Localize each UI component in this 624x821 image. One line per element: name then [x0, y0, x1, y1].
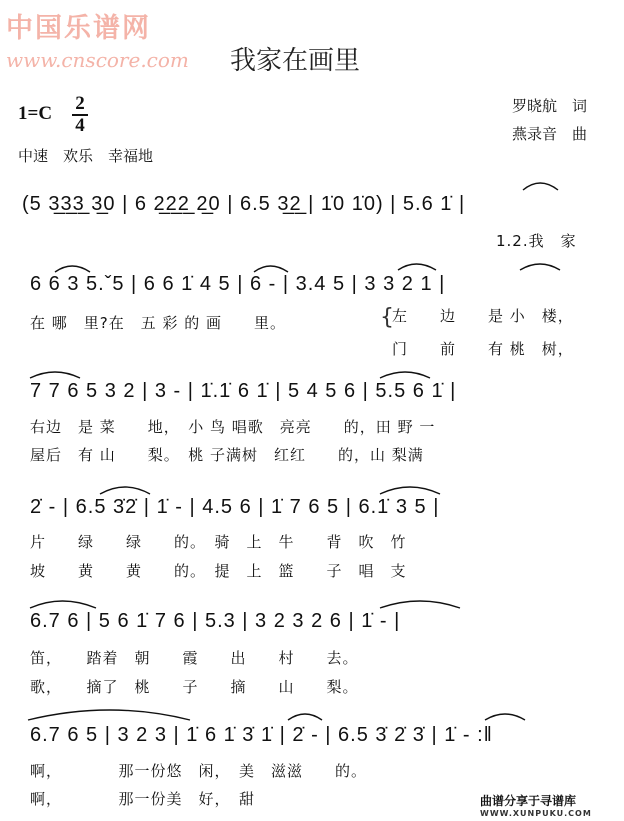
system-3-lyrics-1: 右边 是 菜 地， 小 鸟 唱歌 亮亮 的，田 野 一: [30, 418, 436, 436]
system-2-verse-1: 左 边 是 小 楼，: [392, 307, 574, 325]
site-stamp-line2: WWW.XUNPUKU.COM: [480, 809, 592, 818]
composer-credit: 燕录音 曲: [512, 125, 588, 143]
system-3-notes: 7 7 6 5 3 2 | 3 - | 1̇.1̇ 6 1̇ | 5 4 5 6 | 5.5 6 1̇ |: [30, 380, 457, 402]
system-1-notes: (5 3̲3̲3̲ 3̲0 | 6 2̲2̲2̲ 2̲0 | 6.5 3̲2̲ | 1̇0 1̇0) | 5.6 1̇ |: [22, 193, 466, 215]
system-5-lyrics-2: 歌， 摘了 桃 子 摘 山 梨。: [30, 678, 359, 696]
tempo-marking: 中速 欢乐 幸福地: [18, 147, 154, 165]
system-2-lyrics-1: 在 哪 里?在 五 彩 的 画 里。: [30, 314, 287, 332]
time-signature-bottom: 4: [75, 115, 85, 136]
time-signature-top: 2: [75, 93, 85, 114]
score-title: 我家在画里: [230, 46, 361, 76]
system-6-lyrics-2: 啊， 那一份美 好， 甜: [30, 790, 256, 808]
system-6-lyrics-1: 啊， 那一份悠 闲， 美 滋滋 的。: [30, 762, 368, 780]
lyricist-credit: 罗晓航 词: [512, 97, 588, 115]
site-stamp: [476, 791, 596, 819]
system-5-lyrics-1: 笛， 踏着 朝 霞 出 村 去。: [30, 649, 359, 667]
site-stamp-line1: 曲谱分享于寻谱库: [480, 794, 577, 808]
system-2-verse-2: 门 前 有 桃 树，: [392, 340, 574, 358]
system-2-notes: 6 6 3 5.ˇ5 | 6 6 1̇ 4 5 | 6 - | 3.4 5 | 3 3 2 1 |: [30, 273, 446, 295]
repeat-brace: {: [380, 305, 395, 330]
system-1-lyrics-1: 1.2.我 家: [496, 232, 577, 250]
system-4-notes: 2̇ - | 6.5 3̇2̇ | 1̇ - | 4.5 6 | 1̇ 7 6 5 | 6.1̇ 3 5 |: [30, 496, 440, 518]
system-6-notes: 6.7 6 5 | 3 2 3 | 1̇ 6 1̇ 3̇ 1̇ | 2̇ - | 6.5 3̇ 2̇ 3̇ | 1̇ - :‖: [30, 724, 493, 746]
system-3-lyrics-2: 屋后 有 山 梨。 桃 子满树 红红 的，山 梨满: [30, 446, 424, 464]
key-signature: 1=C: [18, 103, 53, 124]
watermark-url: www.cnscore.com: [6, 48, 189, 72]
system-4-lyrics-2: 坡 黄 黄 的。 提 上 篮 子 唱 支: [30, 562, 407, 580]
system-5-notes: 6.7 6 | 5 6 1̇ 7 6 | 5.3 | 3 2 3 2 6 | 1̇ - |: [30, 610, 401, 632]
watermark-brand: 中国乐谱网: [6, 13, 151, 44]
system-4-lyrics-1: 片 绿 绿 的。 骑 上 牛 背 吹 竹: [30, 533, 407, 551]
